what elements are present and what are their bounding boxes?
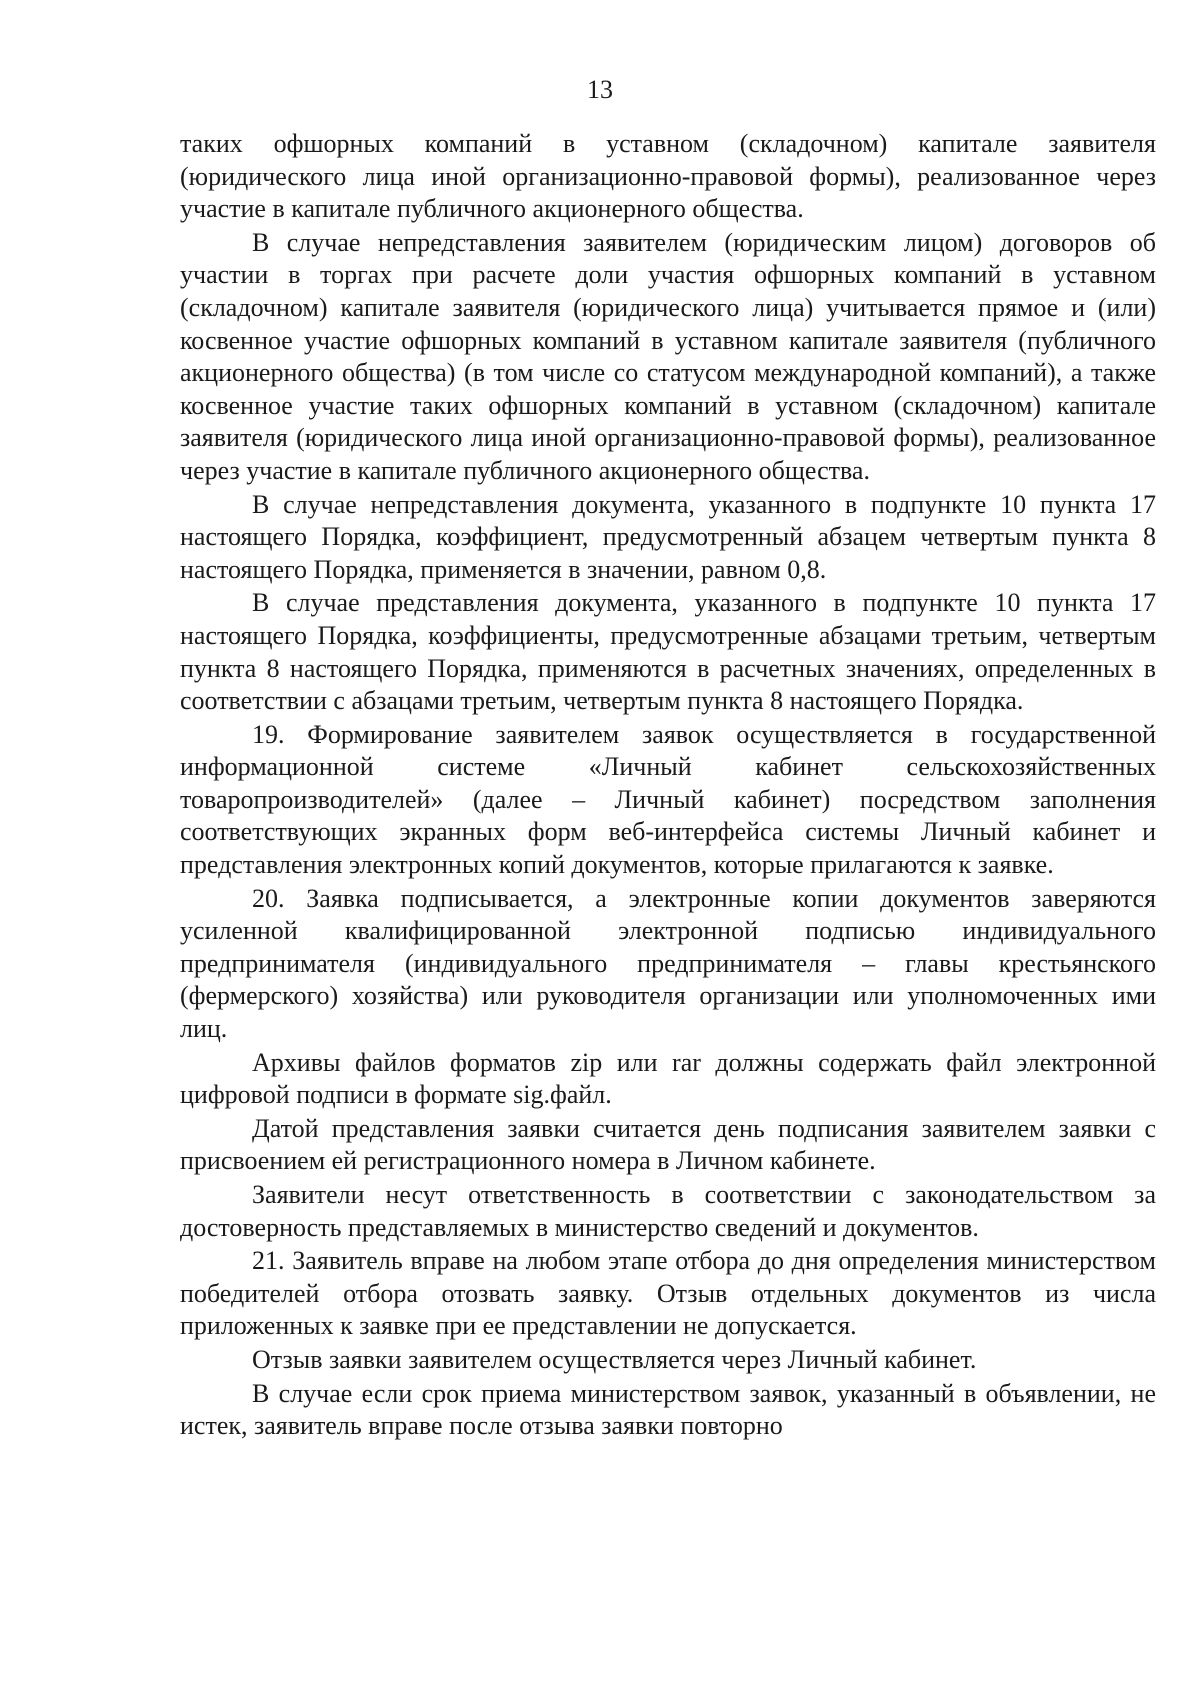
page-number: 13 [587,75,613,104]
paragraph-offshore-participation: В случае непредставления заявителем (юридическим лицом) договоров об участии в торгах при расчете доли участия офшорных компаний в уставном (складочном) капитале заявителя (юридического лица) учитывается прямое и (или) косвенное участие офшорных компаний в уставном капитале заявителя (публичного акционерного общества) (в том числе со статусом международной компаний), а также косвенное участие таких офшорных компаний в уставном (складочном) капитале заявителя (юридического лица иной организационно-правовой формы), реализованное через участие в капитале публичного акционерного общества. [180,227,1156,485]
paragraph-continuation: таких офшорных компаний в уставном (складочном) капитале заявителя (юридического лица иной организационно-правовой формы), реализованное через участие в капитале публичного акционерного общества. [180,129,1156,224]
paragraph-item-19: 19. Формирование заявителем заявок осуществляется в государственной информационной системе «Личный кабинет сельскохозяйственных товаропроизводителей» (далее – Личный кабинет) посредством заполнения соответствующих экранных форм веб-интерфейса системы Личный кабинет и представления электронных копий документов, которые прилагаются к заявке. [180,719,1156,880]
paragraph-item-20: 20. Заявка подписывается, а электронные копии документов заверяются усиленной квалифицированной электронной подписью индивидуального предпринимателя (индивидуального предпринимателя – главы крестьянского (фермерского) хозяйства) или руководителя организации или уполномоченных ими лиц. [180,883,1156,1044]
paragraph-withdrawal: Отзыв заявки заявителем осуществляется через Личный кабинет. [252,1344,977,1374]
paragraph-coefficient-calculated: В случае представления документа, указанного в подпункте 10 пункта 17 настоящего Порядка, коэффициенты, предусмотренные абзацами третьим, четвертым пункта 8 настоящего Порядка, применяются в расчетных значениях, определенных в соответствии с абзацами третьим, четвертым пункта 8 настоящего Порядка. [180,588,1156,716]
paragraph-coefficient-default: В случае непредставления документа, указанного в подпункте 10 пункта 17 настоящего Порядка, коэффициент, предусмотренный абзацем четвертым пункта 8 настоящего Порядка, применяется в значении, равном 0,8. [180,489,1156,584]
paragraph-responsibility: Заявители несут ответственность в соответствии с законодательством за достоверность представляемых в министерство сведений и документов. [180,1180,1156,1242]
paragraph-item-21: 21. Заявитель вправе на любом этапе отбора до дня определения министерством победителей отбора отозвать заявку. Отзыв отдельных документов из числа приложенных к заявке при ее представлении не допускается. [180,1246,1156,1341]
paragraph-resubmission: В случае если срок приема министерством заявок, указанный в объявлении, не истек, заявитель вправе после отзыва заявки повторно [180,1378,1156,1441]
paragraph-submission-date: Датой представления заявки считается день подписания заявителем заявки с присвоением ей регистрационного номера в Личном кабинете. [180,1113,1156,1176]
page-body [180,128,1156,1444]
paragraph-archives: Архивы файлов форматов zip или rar должны содержать файл электронной цифровой подписи в формате sig.файл. [180,1047,1156,1110]
